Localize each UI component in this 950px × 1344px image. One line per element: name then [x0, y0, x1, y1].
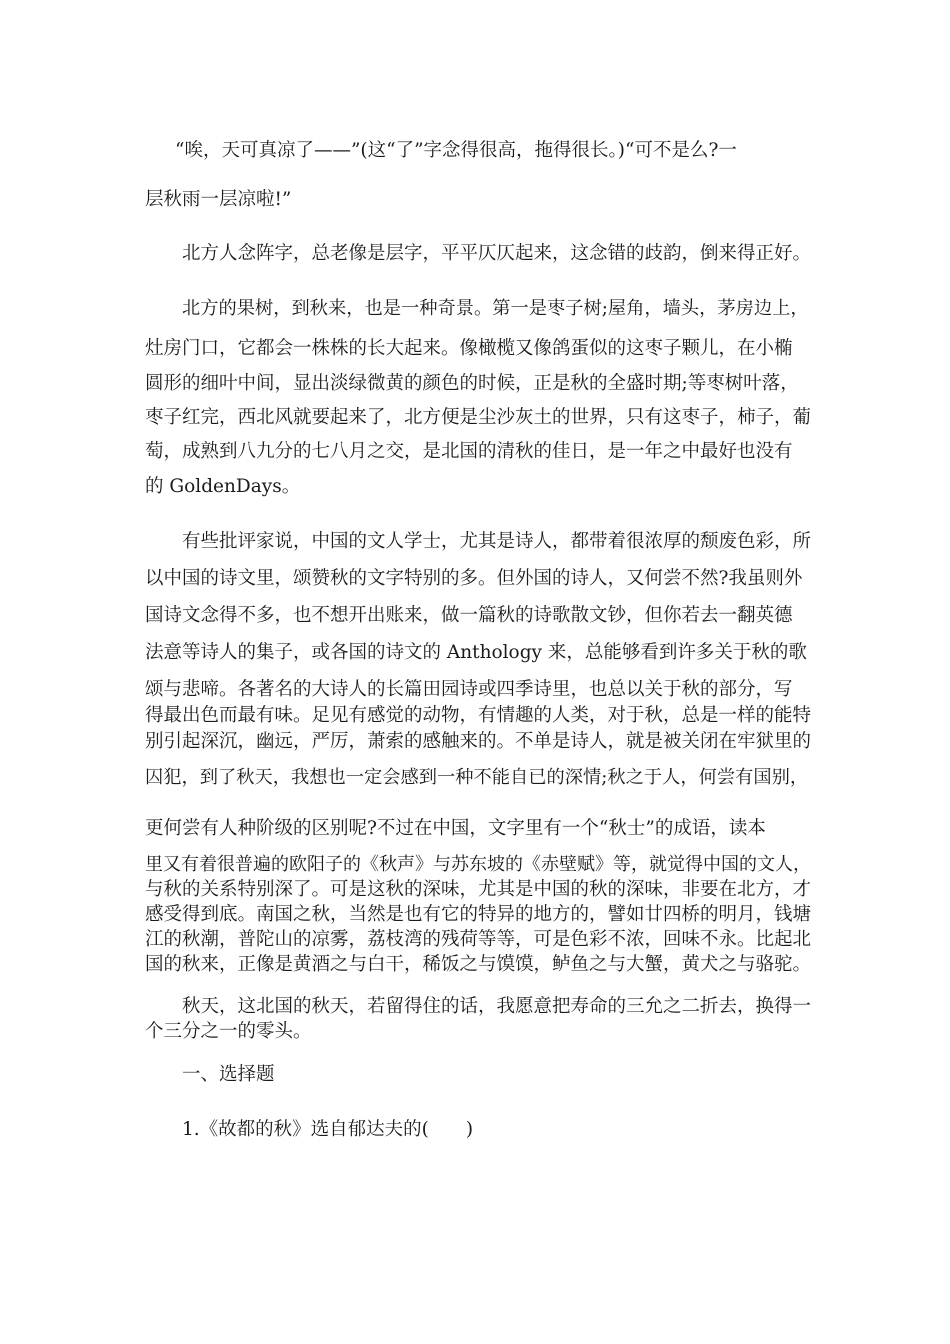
- text-line: 别引起深沉，幽远，严厉，萧索的感触来的。不单是诗人，就是被关闭在牢狱里的: [145, 731, 812, 752]
- text-line: 个三分之一的零头。: [145, 1021, 312, 1042]
- text-line: 颂与悲啼。各著名的大诗人的长篇田园诗或四季诗里，也总以关于秋的部分，写: [145, 679, 793, 700]
- text-line: 与秋的关系特别深了。可是这秋的深味，尤其是中国的秋的深味，非要在北方，才: [145, 879, 812, 900]
- text-line: 枣子红完，西北风就要起来了，北方便是尘沙灰土的世界，只有这枣子，柿子，葡: [145, 407, 812, 428]
- text-line: 圆形的细叶中间，显出淡绿微黄的颜色的时候，正是秋的全盛时期;等枣树叶落，: [145, 373, 799, 394]
- text-line: 国的秋来，正像是黄酒之与白干，稀饭之与馍馍，鲈鱼之与大蟹，黄犬之与骆驼。: [145, 954, 812, 975]
- section-heading: 一、选择题: [182, 1064, 275, 1085]
- text-line: 以中国的诗文里，颂赞秋的文字特别的多。但外国的诗人，又何尝不然?我虽则外: [145, 568, 803, 589]
- text-line: 更何尝有人种阶级的区别呢?不过在中国，文字里有一个“秋士”的成语，读本: [145, 818, 766, 839]
- text-line: 萄，成熟到八九分的七八月之交，是北国的清秋的佳日，是一年之中最好也没有: [145, 441, 793, 462]
- text-line: 层秋雨一层凉啦!”: [145, 189, 292, 210]
- text-line: 得最出色而最有味。足见有感觉的动物，有情趣的人类，对于秋，总是一样的能特: [145, 705, 812, 726]
- text-line: 国诗文念得不多，也不想开出账来，做一篇秋的诗歌散文钞，但你若去一翻英德: [145, 605, 793, 626]
- text-line: 里又有着很普遍的欧阳子的《秋声》与苏东坡的《赤壁赋》等，就觉得中国的文人，: [145, 854, 811, 875]
- question-item: 1.《故都的秋》选自郁达夫的( ): [182, 1119, 474, 1140]
- text-line: 北方的果树，到秋来，也是一种奇景。第一是枣子树;屋角，墙头，茅房边上，: [182, 298, 809, 319]
- text-line: 法意等诗人的集子，或各国的诗文的 Anthology 来，总能够看到许多关于秋的歌: [145, 642, 807, 663]
- text-line: 囚犯，到了秋天，我想也一定会感到一种不能自已的深情;秋之于人，何尝有国别，: [145, 767, 809, 788]
- text-line: 感受得到底。南国之秋，当然是也有它的特异的地方的，譬如廿四桥的明月，钱塘: [145, 904, 812, 925]
- text-line: 秋天，这北国的秋天，若留得住的话，我愿意把寿命的三允之二折去，换得一: [182, 996, 812, 1017]
- text-line: “唉，天可真凉了——”(这“了”字念得很高，拖得很长。)“可不是么?一: [175, 140, 737, 161]
- text-line: 北方人念阵字，总老像是层字，平平仄仄起来，这念错的歧韵，倒来得正好。: [182, 243, 812, 264]
- text-line: 江的秋潮，普陀山的凉雾，荔枝湾的残荷等等，可是色彩不浓，回味不永。比起北: [145, 929, 812, 950]
- text-line: 有些批评家说，中国的文人学士，尤其是诗人，都带着很浓厚的颓废色彩，所: [182, 531, 812, 552]
- text-line: 的 GoldenDays。: [145, 476, 301, 497]
- text-line: 灶房门口，它都会一株株的长大起来。像橄榄又像鸽蛋似的这枣子颗儿，在小椭: [145, 338, 793, 359]
